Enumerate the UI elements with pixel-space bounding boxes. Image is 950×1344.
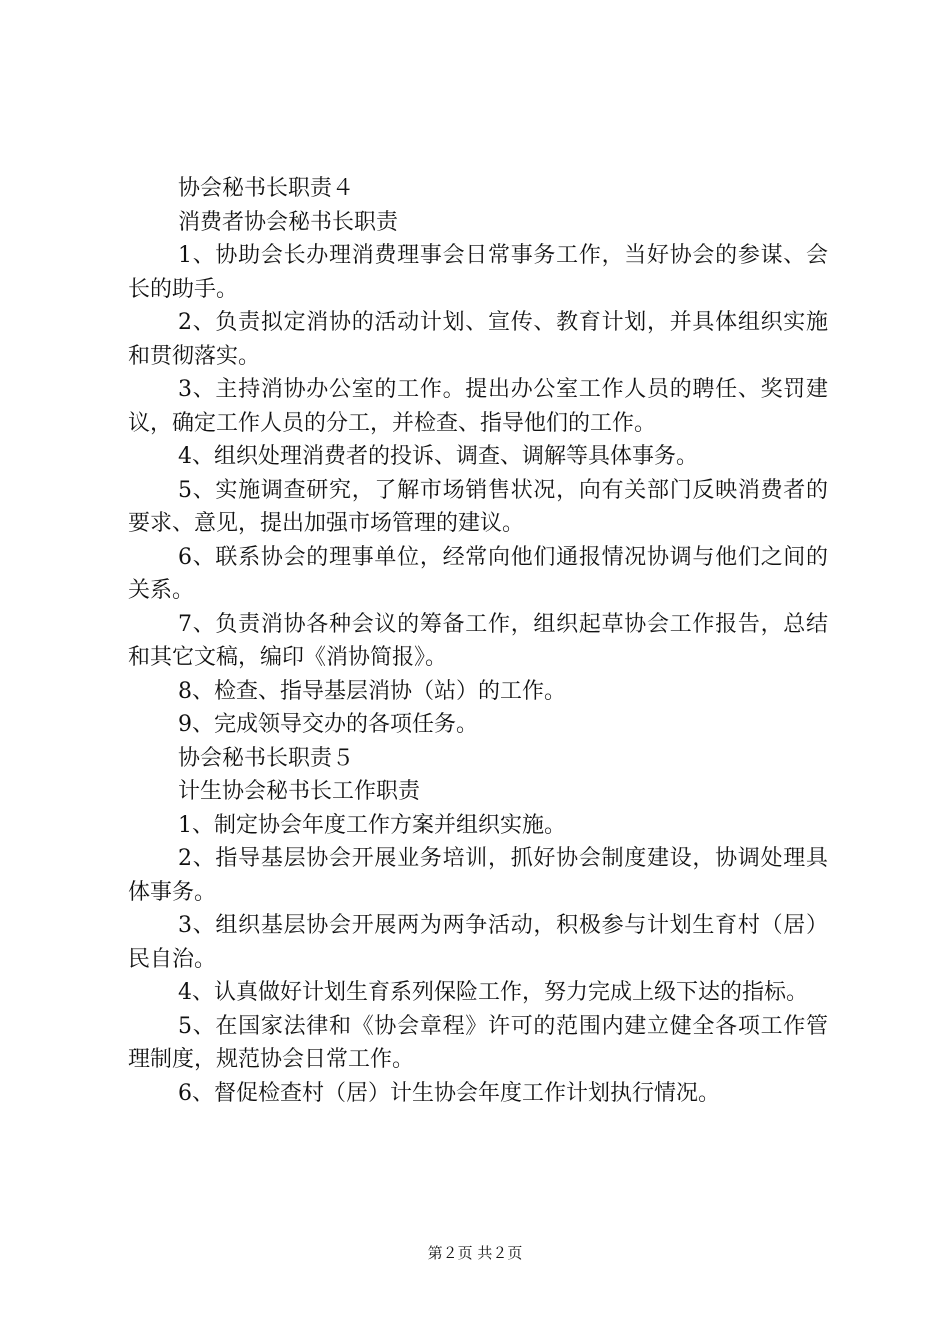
document-body [128, 172, 828, 1110]
section-subtitle: 消费者协会秘书长职责 [178, 209, 399, 235]
duty-item: 3、组织基层协会开展两为两争活动，积极参与计划生育村（居）民自治。 [128, 913, 828, 972]
section-subtitle: 计生协会秘书长工作职责 [178, 779, 421, 804]
section-heading: 协会秘书长职责４ [178, 176, 355, 201]
duty-item: 5、在国家法律和《协会章程》许可的范围内建立健全各项工作管理制度，规范协会日常工作。 [128, 1013, 828, 1072]
duty-item: 1、制定协会年度工作方案并组织实施。 [178, 812, 566, 838]
section-heading: 协会秘书长职责５ [178, 745, 355, 771]
page-number-footer: 第２页 共２页 [427, 1244, 523, 1262]
duty-item: 9、完成领导交办的各项任务。 [178, 712, 478, 737]
duty-item: 5、实施调查研究，了解市场销售状况，向有关部门反映消费者的要求、意见，提出加强市场管理的建议。 [128, 477, 828, 536]
duty-item: 6、联系协会的理事单位，经常向他们通报情况协调与他们之间的关系。 [128, 544, 828, 603]
duty-item: 6、督促检查村（居）计生协会年度工作计划执行情况。 [178, 1080, 720, 1106]
duty-item: 8、检查、指导基层消协（站）的工作。 [178, 678, 566, 704]
duty-item: 3、主持消协办公室的工作。提出办公室工作人员的聘任、奖罚建议，确定工作人员的分工，并检查、指导他们的工作。 [128, 377, 828, 436]
duty-item: 2、负责拟定消协的活动计划、宣传、教育计划，并具体组织实施和贯彻落实。 [128, 310, 828, 369]
duty-item: 4、组织处理消费者的投诉、调查、调解等具体事务。 [178, 444, 698, 469]
duty-item: 2、指导基层协会开展业务培训，抓好协会制度建设，协调处理具体事务。 [128, 846, 828, 905]
duty-item: 1、协助会长办理消费理事会日常事务工作，当好协会的参谋、会长的助手。 [128, 243, 828, 302]
duty-item: 4、认真做好计划生育系列保险工作，努力完成上级下达的指标。 [178, 980, 808, 1005]
duty-item: 7、负责消协各种会议的筹备工作，组织起草协会工作报告，总结和其它文稿，编印《消协简报》。 [128, 611, 828, 670]
